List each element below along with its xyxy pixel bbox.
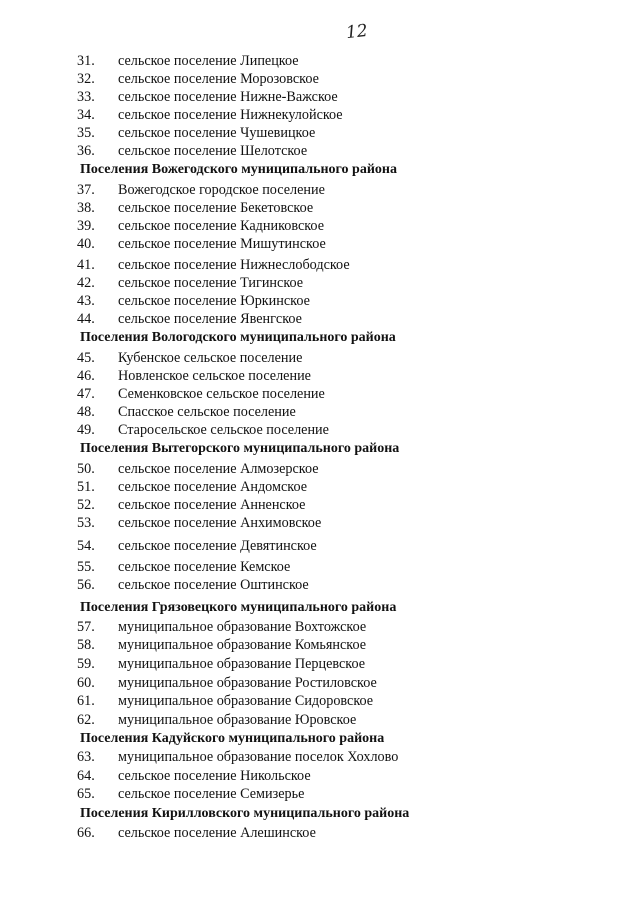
settlement-name: сельское поселение Юркинское [118, 293, 310, 309]
settlement-name: сельское поселение Оштинское [118, 577, 309, 593]
item-number: 54. [77, 538, 95, 554]
item-number: 64. [77, 768, 95, 784]
item-number: 31. [77, 53, 95, 69]
settlement-name: сельское поселение Липецкое [118, 53, 299, 69]
settlement-name: сельское поселение Нижнеслободское [118, 257, 350, 273]
settlement-name: муниципальное образование Перцевское [118, 656, 366, 672]
settlement-name: муниципальное образование поселок Хохлово [118, 749, 399, 765]
settlement-name: сельское поселение Анненское [118, 497, 306, 513]
item-number: 49. [77, 422, 95, 438]
settlement-name: сельское поселение Мишутинское [118, 236, 326, 252]
item-number: 39. [77, 218, 95, 234]
item-number: 50. [77, 461, 95, 477]
settlement-name: сельское поселение Нижнекулойское [118, 107, 343, 123]
item-number: 32. [77, 71, 95, 87]
item-number: 52. [77, 497, 95, 513]
item-number: 65. [77, 786, 95, 802]
item-number: 43. [77, 293, 95, 309]
settlement-name: сельское поселение Чушевицкое [118, 125, 316, 141]
settlement-name: Спасское сельское поселение [118, 404, 296, 420]
item-number: 48. [77, 404, 95, 420]
settlement-name: сельское поселение Андомское [118, 479, 308, 495]
item-number: 47. [77, 386, 95, 402]
item-number: 51. [77, 479, 95, 495]
settlement-name: муниципальное образование Вохтожское [118, 619, 367, 635]
settlement-name: муниципальное образование Ростиловское [118, 675, 377, 691]
item-number: 58. [77, 637, 95, 653]
item-number: 61. [77, 693, 95, 709]
settlement-name: сельское поселение Алешинское [118, 825, 316, 841]
item-number: 38. [77, 200, 95, 216]
settlement-name: сельское поселение Кадниковское [118, 218, 325, 234]
item-number: 59. [77, 656, 95, 672]
section-heading: Поселения Грязовецкого муниципального района [80, 600, 397, 615]
item-number: 37. [77, 182, 95, 198]
item-number: 46. [77, 368, 95, 384]
item-number: 44. [77, 311, 95, 327]
item-number: 33. [77, 89, 95, 105]
settlement-name: Семенковское сельское поселение [118, 386, 325, 402]
item-number: 63. [77, 749, 95, 765]
settlement-name: Новленское сельское поселение [118, 368, 311, 384]
item-number: 60. [77, 675, 95, 691]
settlement-name: Вожегодское городское поселение [118, 182, 325, 198]
settlement-name: сельское поселение Семизерье [118, 786, 305, 802]
item-number: 40. [77, 236, 95, 252]
settlement-name: Старосельское сельское поселение [118, 422, 329, 438]
settlement-name: муниципальное образование Сидоровское [118, 693, 374, 709]
settlement-name: сельское поселение Анхимовское [118, 515, 322, 531]
item-number: 41. [77, 257, 95, 273]
settlement-name: сельское поселение Бекетовское [118, 200, 314, 216]
item-number: 42. [77, 275, 95, 291]
section-heading: Поселения Кадуйского муниципального района [80, 731, 385, 746]
section-heading: Поселения Вожегодского муниципального района [80, 162, 397, 177]
settlement-name: сельское поселение Нижне-Важское [118, 89, 338, 105]
section-heading: Поселения Вологодского муниципального района [80, 330, 396, 345]
item-number: 53. [77, 515, 95, 531]
item-number: 62. [77, 712, 95, 728]
settlement-name: муниципальное образование Комьянское [118, 637, 367, 653]
settlement-name: сельское поселение Алмозерское [118, 461, 319, 477]
item-number: 36. [77, 143, 95, 159]
item-number: 34. [77, 107, 95, 123]
settlement-name: сельское поселение Никольское [118, 768, 311, 784]
settlement-name: сельское поселение Морозовское [118, 71, 319, 87]
settlement-name: сельское поселение Девятинское [118, 538, 317, 554]
item-number: 35. [77, 125, 95, 141]
item-number: 55. [77, 559, 95, 575]
item-number: 45. [77, 350, 95, 366]
section-heading: Поселения Кирилловского муниципального района [80, 806, 410, 821]
item-number: 56. [77, 577, 95, 593]
item-number: 57. [77, 619, 95, 635]
settlement-name: сельское поселение Явенгское [118, 311, 302, 327]
settlement-name: муниципальное образование Юровское [118, 712, 357, 728]
settlement-name: сельское поселение Кемское [118, 559, 291, 575]
section-heading: Поселения Вытегорского муниципального района [80, 441, 400, 456]
settlement-name: Кубенское сельское поселение [118, 350, 303, 366]
page-number: 12 [345, 20, 369, 44]
item-number: 66. [77, 825, 95, 841]
settlement-name: сельское поселение Шелотское [118, 143, 308, 159]
settlement-name: сельское поселение Тигинское [118, 275, 304, 291]
